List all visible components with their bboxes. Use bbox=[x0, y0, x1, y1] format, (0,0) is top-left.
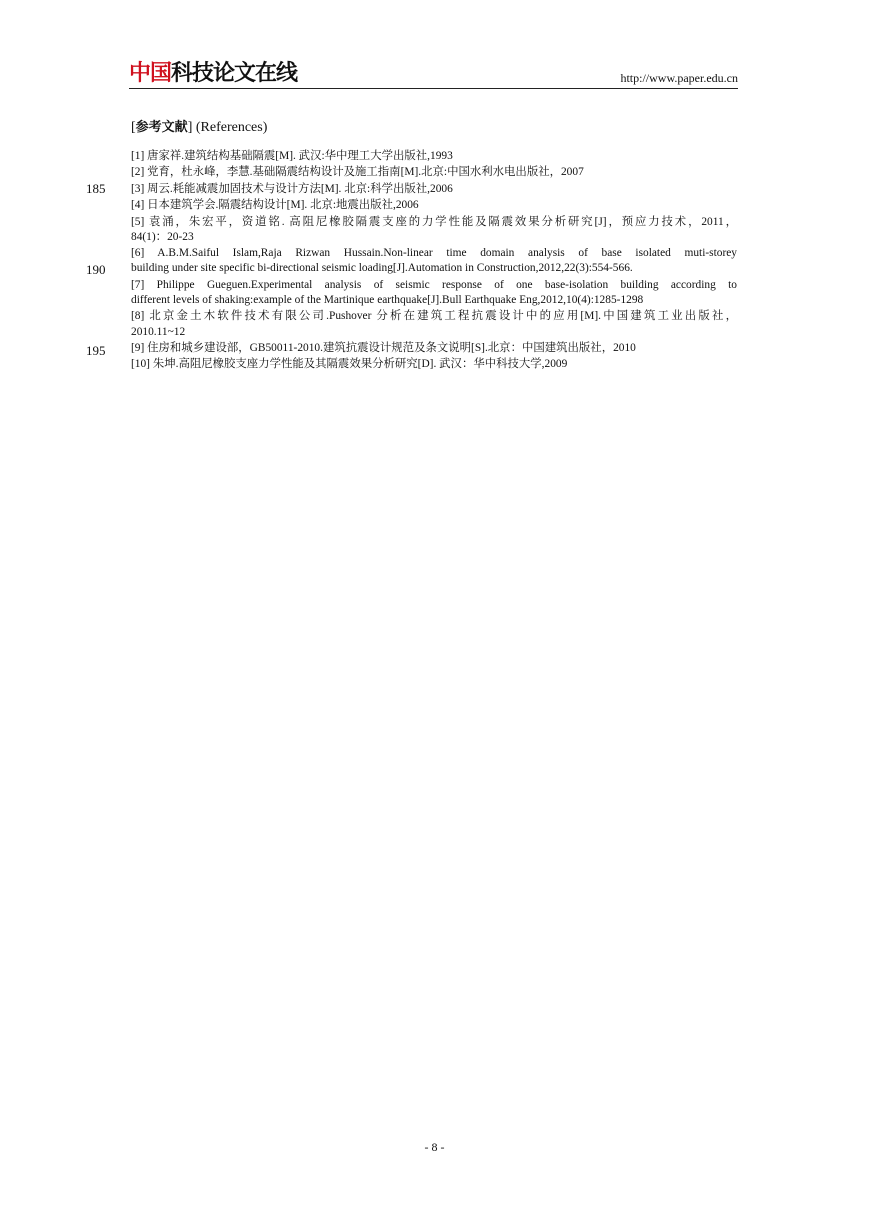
line-number: 195 bbox=[86, 343, 106, 358]
reference-line: 84(1)：20-23 bbox=[131, 230, 194, 243]
reference-line: 2010.11~12 bbox=[131, 325, 186, 338]
reference-item bbox=[131, 149, 737, 164]
page-number: - 8 - bbox=[424, 1140, 445, 1154]
reference-item bbox=[131, 215, 737, 245]
line-number: 185 bbox=[86, 181, 106, 196]
logo-text-red: 中国 bbox=[129, 61, 172, 86]
references-heading bbox=[131, 116, 267, 136]
reference-line: building under site specific bi-directional seismic loading[J].Automation in Construction,2012,22(3):554-566. bbox=[131, 262, 633, 275]
reference-item bbox=[131, 182, 737, 197]
heading-en: ] (References) bbox=[187, 120, 268, 135]
reference-line: [4] 日本建筑学会.隔震结构设计[M]. 北京:地震出版社,2006 bbox=[131, 199, 419, 212]
reference-item bbox=[131, 198, 737, 213]
heading-bracket-open: [ bbox=[131, 120, 136, 135]
reference-list bbox=[131, 149, 737, 374]
header-url: http://www.paper.edu.cn bbox=[620, 71, 738, 85]
reference-item bbox=[131, 357, 737, 372]
reference-line: [6] A.B.M.Saiful Islam,Raja Rizwan Hussain.Non-linear time domain analysis of base isolated muti-storey bbox=[131, 247, 737, 260]
reference-line: [3] 周云.耗能减震加固技术与设计方法[M]. 北京:科学出版社,2006 bbox=[131, 182, 453, 195]
logo-text-dark: 科技论文在线 bbox=[171, 61, 298, 86]
reference-item bbox=[131, 246, 737, 276]
site-logo bbox=[129, 62, 297, 86]
reference-line: [7] Philippe Gueguen.Experimental analysis of seismic response of one base-isolation building according to bbox=[131, 278, 737, 291]
reference-item bbox=[131, 165, 737, 180]
reference-line: [1] 唐家祥.建筑结构基础隔震[M]. 武汉:华中理工大学出版社,1993 bbox=[131, 150, 453, 162]
heading-cn: 参考文献 bbox=[135, 120, 188, 135]
page-header bbox=[129, 60, 738, 89]
reference-line: [10] 朱坤.高阻尼橡胶支座力学性能及其隔震效果分析研究[D]. 武汉：华中科技大学,2009 bbox=[131, 358, 568, 371]
reference-item bbox=[131, 278, 737, 308]
reference-line: [5] 袁涌，朱宏平，资道铭. 高阻尼橡胶隔震支座的力学性能及隔震效果分析研究[J]，预应力技术，2011， bbox=[131, 215, 737, 228]
reference-line: [8] 北京金土木软件技术有限公司.Pushover 分析在建筑工程抗震设计中的应用[M].中国建筑工业出版社， bbox=[131, 310, 737, 323]
line-number: 190 bbox=[86, 262, 106, 277]
reference-item bbox=[131, 341, 737, 356]
reference-line: different levels of shaking:example of the Martinique earthquake[J].Bull Earthquake Eng,2012,10(4):1285-1298 bbox=[131, 293, 644, 306]
reference-item bbox=[131, 309, 737, 339]
reference-line: [9] 住房和城乡建设部，GB50011-2010.建筑抗震设计规范及条文说明[S].北京：中国建筑出版社，2010 bbox=[131, 341, 636, 354]
reference-line: [2] 党育，杜永峰，李慧.基础隔震结构设计及施工指南[M].北京:中国水利水电出版社，2007 bbox=[131, 166, 584, 179]
